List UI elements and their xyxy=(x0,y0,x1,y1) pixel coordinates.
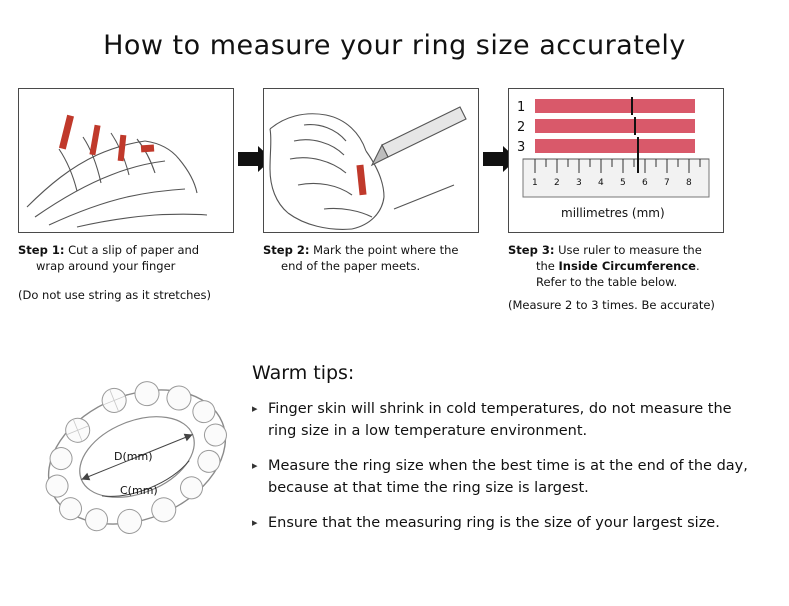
bullet-icon-1: ▸ xyxy=(252,402,258,415)
svg-text:2: 2 xyxy=(554,178,560,188)
step-2-label: Step 2: xyxy=(263,243,310,257)
page-title: How to measure your ring size accurately xyxy=(103,30,686,61)
step-3-caption xyxy=(508,242,724,290)
step-3-illustration-panel xyxy=(508,88,724,233)
step-1-text-line2: wrap around your finger xyxy=(36,259,176,273)
svg-text:4: 4 xyxy=(598,178,604,188)
tip-item-1 xyxy=(252,398,762,442)
step-2-text-line1: Mark the point where the xyxy=(313,243,459,257)
diameter-label: D(mm) xyxy=(114,450,153,463)
svg-text:1: 1 xyxy=(532,178,538,188)
svg-text:7: 7 xyxy=(664,178,670,188)
svg-text:millimetres (mm): millimetres (mm) xyxy=(561,206,665,220)
step-2 xyxy=(263,88,479,274)
step-3-label: Step 3: xyxy=(508,243,555,257)
step-2-caption xyxy=(263,242,479,274)
svg-text:6: 6 xyxy=(642,178,648,188)
step-1-text-line1: Cut a slip of paper and xyxy=(68,243,200,257)
tip-item-3 xyxy=(252,512,762,534)
hand-with-paper-slip-illustration xyxy=(19,89,233,232)
step-3 xyxy=(508,88,724,312)
red-paper-mark xyxy=(356,165,366,196)
warm-tips-heading: Warm tips: xyxy=(252,362,355,384)
step-1-illustration-panel xyxy=(18,88,234,233)
svg-text:5: 5 xyxy=(620,178,626,188)
svg-text:8: 8 xyxy=(686,178,692,188)
step-2-text-line2: end of the paper meets. xyxy=(281,259,421,273)
pen-or-marker xyxy=(372,107,466,165)
tip-item-2 xyxy=(252,455,762,499)
tip-text-1: Finger skin will shrink in cold temperatures, do not measure the ring size in a low temperature environment. xyxy=(268,401,732,439)
warm-tips-section xyxy=(252,362,762,547)
step-3-note: (Measure 2 to 3 times. Be accurate) xyxy=(508,298,715,312)
step-1-caption xyxy=(18,242,234,274)
circumference-label: C(mm) xyxy=(120,484,158,497)
tip-text-2: Measure the ring size when the best time is at the end of the day, because at that time the ring size is largest. xyxy=(268,458,748,496)
step-1-label: Step 1: xyxy=(18,243,65,257)
step-1 xyxy=(18,88,234,302)
step-3-text-line3: Refer to the table below. xyxy=(536,275,678,289)
step-1-note: (Do not use string as it stretches) xyxy=(18,288,211,302)
hand-marking-paper-illustration xyxy=(264,89,478,232)
step-3-text-line1: Use ruler to measure the xyxy=(558,243,702,257)
step-3-text-line2: the Inside Circumference. xyxy=(536,259,700,273)
bullet-icon-2: ▸ xyxy=(252,459,258,472)
step-3-emphasis: Inside Circumference xyxy=(558,259,696,273)
bullet-icon-3: ▸ xyxy=(252,516,258,529)
step-2-illustration-panel xyxy=(263,88,479,233)
svg-text:1: 1 xyxy=(517,100,526,115)
svg-text:2: 2 xyxy=(517,120,526,135)
ruler-measuring-paper-strips-illustration xyxy=(509,89,723,232)
eternity-ring-diagram xyxy=(30,352,245,562)
paper-slip-red-marks xyxy=(59,115,154,161)
steps-row xyxy=(18,88,771,338)
svg-text:3: 3 xyxy=(517,140,526,155)
tip-text-3: Ensure that the measuring ring is the size of your largest size. xyxy=(268,515,720,531)
svg-text:3: 3 xyxy=(576,178,582,188)
